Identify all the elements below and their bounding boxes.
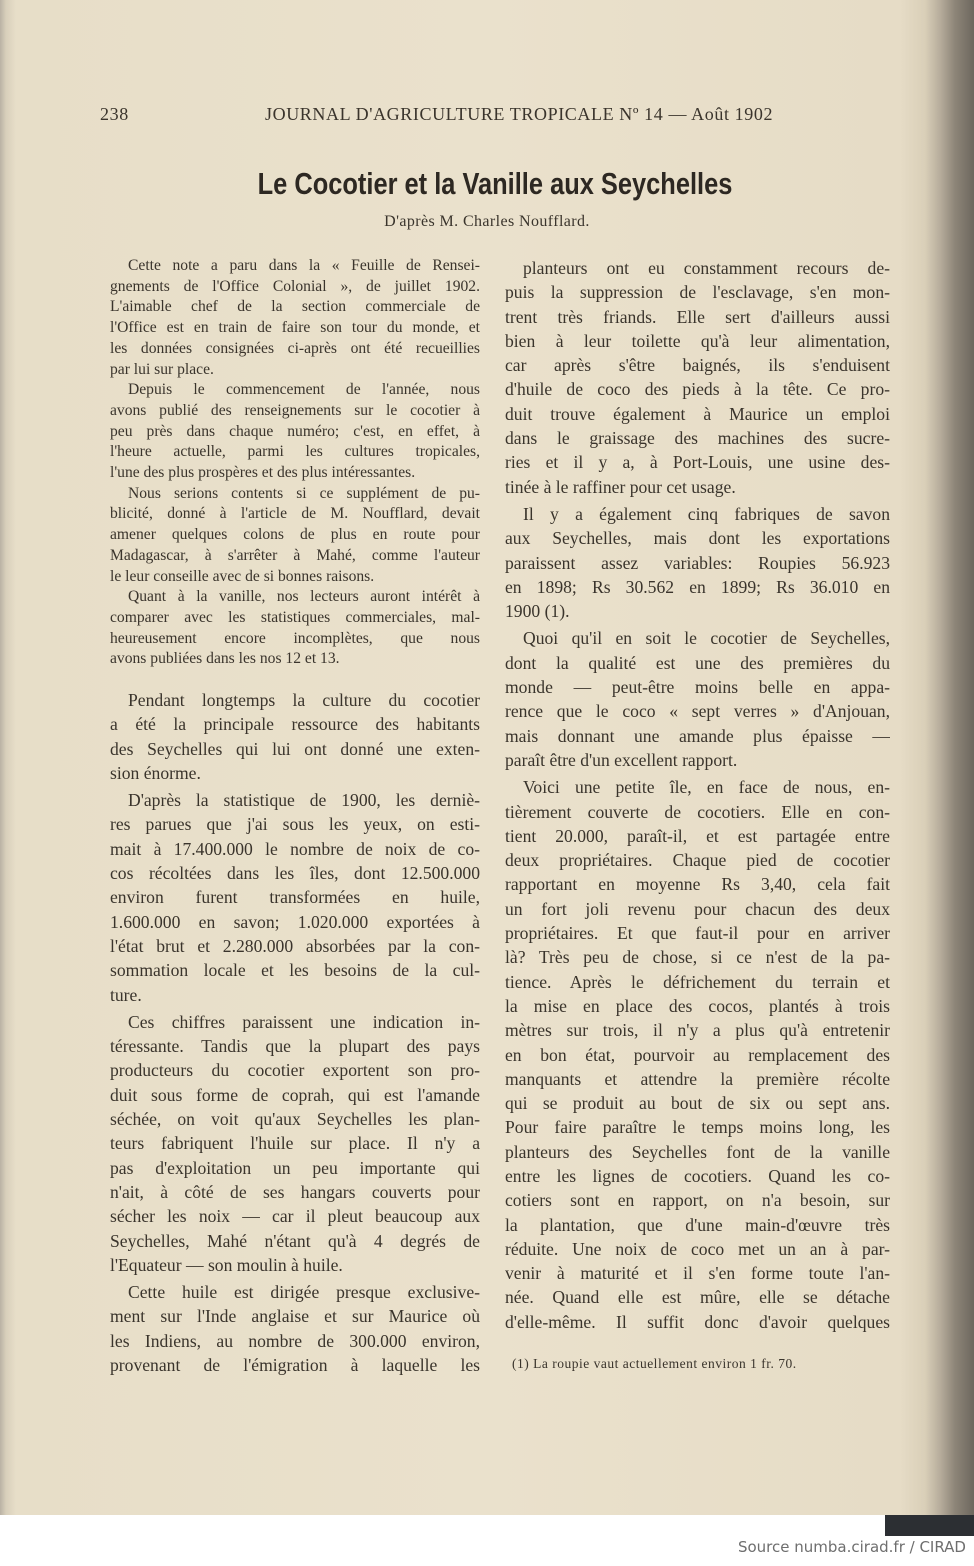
text-line: aux Seychelles, mais dont les exportations bbox=[505, 528, 890, 549]
text-line: la plantation, que d'une main-d'œuvre très bbox=[505, 1214, 890, 1235]
text-line: d'huile de coco des pieds à la tête. Ce pro- bbox=[505, 379, 890, 400]
text-line: Madagascar, à s'arrêter à Mahé, comme l'auteur bbox=[110, 546, 480, 564]
text-line: Ces chiffres paraissent une indication in- bbox=[128, 1011, 480, 1032]
text-line: qui se produit au bout de six ou sept ans. bbox=[505, 1093, 890, 1114]
text-line: des Seychelles qui lui ont donné une exten- bbox=[110, 738, 480, 759]
text-line: deux propriétaires. Chaque pied de cocotier bbox=[505, 850, 890, 871]
text-line: manquants et attendre la première récolte bbox=[505, 1068, 890, 1089]
text-line: l'une des plus prospères et des plus intéressantes. bbox=[110, 464, 416, 482]
text-line: cos récoltées dans les îles, dont 12.500.000 bbox=[110, 863, 480, 884]
text-line: Seychelles, Mahé n'étant qu'à 4 degrés de bbox=[110, 1230, 480, 1251]
paragraph bbox=[110, 688, 480, 785]
text-line: rapportant en moyenne Rs 3,40, cela fait bbox=[505, 874, 890, 895]
text-line: a été la principale ressource des habitants bbox=[110, 714, 480, 735]
text-line: tient 20.000, paraît-il, et est partagée entre bbox=[505, 825, 890, 846]
text-line: Cette note a paru dans la « Feuille de Rensei- bbox=[128, 257, 480, 274]
text-line: entre les lignes de cocotiers. Quand les co- bbox=[505, 1165, 890, 1186]
text-line: un fort joli revenu pour chacun des deux bbox=[505, 898, 890, 919]
paragraph bbox=[505, 256, 890, 499]
text-line: la mise en place des cocos, plantés à trois bbox=[505, 995, 890, 1016]
text-line: heureusement encore incomplètes, que nous bbox=[110, 629, 480, 647]
text-line: l'Equateur — son moulin à huile. bbox=[110, 1254, 343, 1275]
text-line: duit trouve également à Maurice un emploi bbox=[505, 403, 890, 424]
text-line: bien à leur toilette qu'à leur alimentation, bbox=[505, 330, 890, 351]
right-column bbox=[505, 256, 890, 1337]
text-line: l'état brut et 2.280.000 absorbées par la con- bbox=[110, 935, 480, 956]
text-line: dans le graissage des machines des sucre- bbox=[505, 428, 890, 449]
text-line: gnements de l'Office Colonial », de juillet 1902. bbox=[110, 277, 480, 295]
paragraph bbox=[110, 1280, 480, 1377]
journal-title: JOURNAL D'AGRICULTURE TROPICALE Nº 14 — Août 1902 bbox=[265, 104, 774, 124]
paragraph bbox=[505, 502, 890, 623]
text-line: séchée, on voit qu'aux Seychelles les plan- bbox=[110, 1109, 480, 1130]
text-line: par lui sur place. bbox=[110, 360, 214, 378]
text-line: les données consignées ci-après ont été recueillies bbox=[110, 339, 480, 357]
paragraph bbox=[110, 788, 480, 1007]
text-line: paraît être d'un excellent rapport. bbox=[505, 749, 738, 770]
text-line: planteurs des Seychelles font de la vanille bbox=[505, 1141, 890, 1162]
text-line: là? Très peu de chose, si ce n'est de la pa- bbox=[505, 947, 890, 968]
paragraph bbox=[110, 380, 480, 484]
text-line: Il y a également cinq fabriques de savon bbox=[523, 503, 890, 524]
text-line: d'elle-même. Il suffit donc d'avoir quelques bbox=[505, 1311, 890, 1332]
text-line: l'Office est en train de faire son tour du monde, et bbox=[110, 319, 480, 337]
text-line: avons publié des renseignements sur le cocotier à bbox=[110, 401, 480, 419]
text-line: venir à maturité et il s'en forme toute l'an- bbox=[505, 1263, 890, 1284]
text-line: mait à 17.400.000 le nombre de noix de co- bbox=[110, 838, 480, 859]
running-head bbox=[100, 104, 895, 128]
text-line: réduite. Une noix de coco met un an à par- bbox=[505, 1238, 890, 1259]
text-line: pas d'exploitation un peu importante qui bbox=[110, 1157, 480, 1178]
text-line: propriétaires. Et que faut-il pour en arriver bbox=[505, 923, 890, 944]
text-line: res parues que j'ai sous les yeux, on esti- bbox=[110, 814, 480, 835]
text-line: ment sur l'Inde anglaise et sur Maurice où bbox=[110, 1306, 480, 1327]
text-line: provenant de l'émigration à laquelle les bbox=[110, 1355, 480, 1376]
text-line: Quoi qu'il en soit le cocotier de Seychelles, bbox=[523, 628, 890, 649]
text-line: en 1898; Rs 30.562 en 1899; Rs 36.010 en bbox=[505, 576, 890, 597]
text-line: trent très friands. Elle sert d'ailleurs aussi bbox=[505, 306, 890, 327]
text-line: monde — peut-être moins belle en appa- bbox=[505, 677, 890, 698]
paragraph bbox=[110, 1010, 480, 1277]
text-line: D'après la statistique de 1900, les derniè- bbox=[128, 790, 480, 811]
text-line: dont la qualité est une des premières du bbox=[505, 652, 890, 673]
paragraph bbox=[110, 587, 480, 670]
text-line: avons publiées dans les nos 12 et 13. bbox=[110, 650, 340, 668]
text-line: mètres sur trois, il n'y a plus qu'à entretenir bbox=[505, 1020, 890, 1041]
text-line: Pour faire paraître le temps moins long, les bbox=[505, 1117, 890, 1138]
article-title: Le Cocotier et la Vanille aux Seychelles bbox=[257, 166, 733, 201]
text-line: amener quelques colons de plus en route pour bbox=[110, 526, 480, 544]
text-line: Nous serions contents si ce supplément de pu- bbox=[128, 484, 480, 502]
paragraph bbox=[110, 484, 480, 588]
source-credit: Source numba.cirad.fr / CIRAD bbox=[737, 1538, 966, 1556]
text-line: n'ait, à côté de ses hangars couverts pour bbox=[110, 1181, 480, 1202]
text-line: Cette huile est dirigée presque exclusive- bbox=[128, 1282, 480, 1303]
paragraph bbox=[505, 626, 890, 772]
text-line: rence que le coco « sept verres » d'Anjouan, bbox=[505, 701, 890, 722]
text-line: Voici une petite île, en face de nous, en- bbox=[523, 777, 890, 798]
text-line: duit sous forme de coprah, qui est l'amande bbox=[110, 1084, 480, 1105]
text-line: l'heure actuelle, parmi les cultures tropicales, bbox=[110, 443, 480, 461]
text-line: environ furent transformées en huile, bbox=[110, 887, 480, 908]
text-line: Pendant longtemps la culture du cocotier bbox=[128, 690, 480, 710]
text-line: 1.600.000 en savon; 1.020.000 exportées à bbox=[110, 911, 480, 932]
scan-edge bbox=[885, 1515, 974, 1536]
text-line: teurs fabriquent l'huile sur place. Il n'y a bbox=[110, 1133, 480, 1154]
text-line: peu près dans chaque numéro; c'est, en effet, à bbox=[110, 422, 480, 440]
text-line: les Indiens, au nombre de 300.000 environ, bbox=[110, 1330, 480, 1351]
left-column bbox=[110, 688, 480, 1380]
text-line: puis la suppression de l'esclavage, s'en mon- bbox=[505, 282, 890, 303]
text-line: le leur conseille avec de si bonnes raisons. bbox=[110, 567, 375, 585]
text-line: tièrement couverte de cocotiers. Elle en con- bbox=[505, 801, 890, 822]
text-line: téressante. Tandis que la plupart des pays bbox=[110, 1036, 480, 1057]
text-line: sécher les noix — car il pleut beaucoup aux bbox=[110, 1206, 480, 1227]
text-line: L'aimable chef de la section commerciale de bbox=[110, 298, 480, 316]
text-line: Depuis le commencement de l'année, nous bbox=[128, 381, 480, 399]
text-line: producteurs du cocotier exportent son pro- bbox=[110, 1060, 480, 1081]
paragraph bbox=[505, 775, 890, 1334]
text-line: tinée à le raffiner pour cet usage. bbox=[505, 476, 736, 497]
text-line: née. Quand elle est mûre, elle se détache bbox=[505, 1287, 890, 1308]
text-line: tience. Après le défrichement du terrain et bbox=[505, 971, 890, 992]
text-line: car après s'être baignés, ils s'enduisent bbox=[505, 355, 890, 376]
text-line: ture. bbox=[110, 984, 142, 1005]
paragraph bbox=[110, 256, 480, 380]
page-number: 238 bbox=[100, 104, 129, 124]
footnote: (1) La roupie vaut actuellement environ 1 fr. 70. bbox=[512, 1356, 797, 1371]
text-line: mais donnant une amande plus épaisse — bbox=[505, 725, 890, 746]
editor-note bbox=[110, 256, 480, 670]
text-line: ries et il y a, à Port-Louis, une usine des- bbox=[505, 452, 890, 473]
text-line: paraissent assez variables: Roupies 56.923 bbox=[505, 552, 890, 573]
text-line: comparer avec les statistiques commerciales, mal- bbox=[110, 608, 480, 626]
article-byline: D'après M. Charles Noufflard. bbox=[384, 213, 590, 230]
text-line: blicité, donné à l'article de M. Noufflard, devait bbox=[110, 505, 480, 523]
text-line: cotiers sont en rapport, on n'a besoin, sur bbox=[505, 1190, 890, 1211]
text-line: 1900 (1). bbox=[505, 601, 570, 622]
text-line: sion énorme. bbox=[110, 762, 201, 783]
text-line: Quant à la vanille, nos lecteurs auront intérêt à bbox=[128, 588, 480, 606]
text-line: planteurs ont eu constamment recours de- bbox=[523, 258, 890, 278]
text-line: sommation locale et les besoins de la cul- bbox=[110, 960, 480, 981]
text-line: en bon état, pourvoir au remplacement des bbox=[505, 1044, 890, 1065]
